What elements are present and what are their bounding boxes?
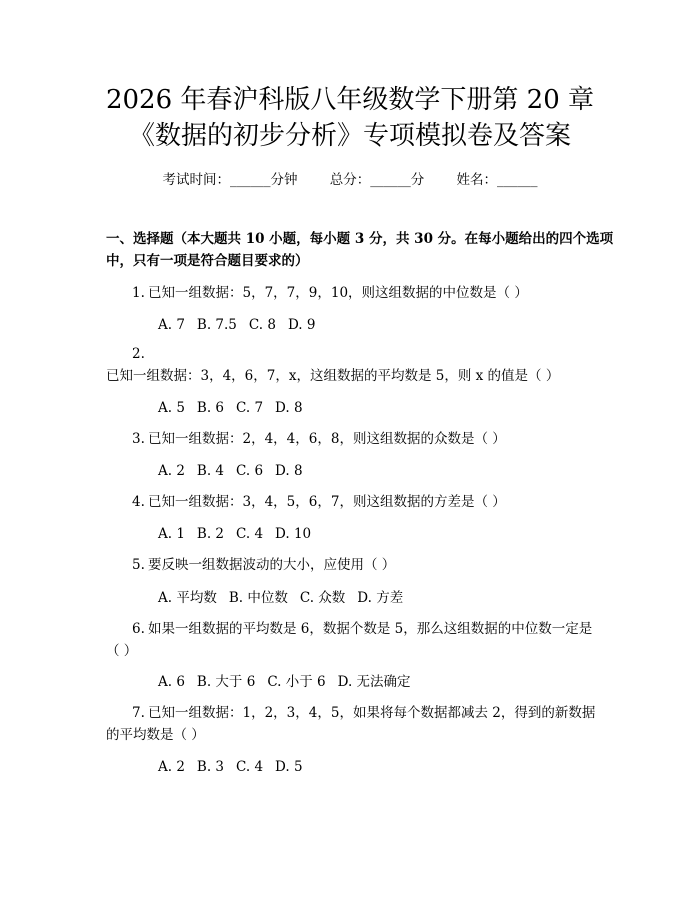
question-number: 4.	[132, 494, 145, 510]
question-stem: 已知一组数据：1，2，3，4，5，如果将每个数据都减去 2，得到的新数据的平均数是（ ）	[106, 705, 596, 743]
option: D. 10	[275, 526, 312, 542]
option: D. 方差	[357, 590, 404, 606]
question-stem: 已知一组数据：3，4，6，7，x，这组数据的平均数是 5，则 x 的值是（ ）	[106, 368, 560, 384]
option: A. 2	[158, 463, 185, 479]
option: D. 5	[275, 759, 303, 775]
option: B. 6	[196, 400, 225, 416]
option: C. 众数	[299, 590, 346, 606]
option: C. 4	[236, 759, 264, 775]
question-5-options	[158, 587, 415, 609]
question-5	[106, 554, 600, 576]
question-stem: 要反映一组数据波动的大小，应使用（ ）	[148, 557, 396, 573]
student-name: 姓名：______	[456, 172, 538, 188]
question-3-options	[158, 460, 315, 482]
exam-score: 总分：______分	[329, 172, 425, 188]
question-3	[106, 428, 600, 450]
question-4-options	[158, 523, 323, 545]
question-stem: 已知一组数据：3，4，5，6，7，则这组数据的方差是（ ）	[148, 494, 506, 510]
question-number: 5.	[132, 557, 145, 573]
option: C. 4	[236, 526, 264, 542]
question-stem: 如果一组数据的平均数是 6，数据个数是 5，那么这组数据的中位数一定是（ ）	[106, 621, 593, 659]
question-4	[106, 491, 600, 513]
question-1-options	[158, 314, 327, 336]
option: A. 6	[158, 674, 185, 690]
option: B. 3	[196, 759, 225, 775]
option: A. 平均数	[158, 590, 217, 606]
exam-time: 考试时间：______分钟	[162, 172, 298, 188]
option: D. 9	[287, 317, 316, 333]
option: B. 4	[196, 463, 225, 479]
question-stem: 已知一组数据：5，7，7，9，10，则这组数据的中位数是（ ）	[148, 285, 528, 301]
document-title-line1: 2026 年春沪科版八年级数学下册第 20 章	[105, 85, 595, 115]
question-number: 1.	[132, 285, 145, 301]
exam-meta	[0, 168, 700, 188]
option: D. 无法确定	[337, 674, 411, 690]
question-1	[106, 282, 600, 304]
option: A. 7	[158, 317, 185, 333]
option: B. 大于 6	[196, 674, 256, 690]
option: A. 1	[158, 526, 185, 542]
question-2-options	[158, 397, 315, 419]
section-heading: 一、选择题（本大题共 10 小题，每小题 3 分，共 30 分。在每小题给出的四个选项中，只有一项是符合题目要求的）	[106, 231, 614, 269]
question-6	[106, 618, 600, 662]
option: C. 7	[236, 400, 264, 416]
option: B. 中位数	[228, 590, 288, 606]
question-6-options	[158, 671, 423, 693]
question-7-options	[158, 756, 315, 778]
option: B. 7.5	[196, 317, 237, 333]
option: A. 2	[158, 759, 185, 775]
question-number: 3.	[132, 431, 145, 447]
question-stem: 已知一组数据：2，4，4，6，8，则这组数据的众数是（ ）	[148, 431, 506, 447]
option: B. 2	[196, 526, 225, 542]
question-7	[106, 702, 600, 746]
question-number: 6.	[132, 621, 145, 637]
option: C. 6	[236, 463, 264, 479]
question-2	[106, 343, 600, 387]
option: A. 5	[158, 400, 185, 416]
option: D. 8	[275, 463, 303, 479]
document-title-line2: 《数据的初步分析》专项模拟卷及答案	[128, 121, 571, 151]
question-number: 7.	[132, 705, 145, 721]
option: D. 8	[275, 400, 303, 416]
option: C. 小于 6	[267, 674, 326, 690]
option: C. 8	[248, 317, 276, 333]
question-number: 2.	[132, 346, 145, 362]
